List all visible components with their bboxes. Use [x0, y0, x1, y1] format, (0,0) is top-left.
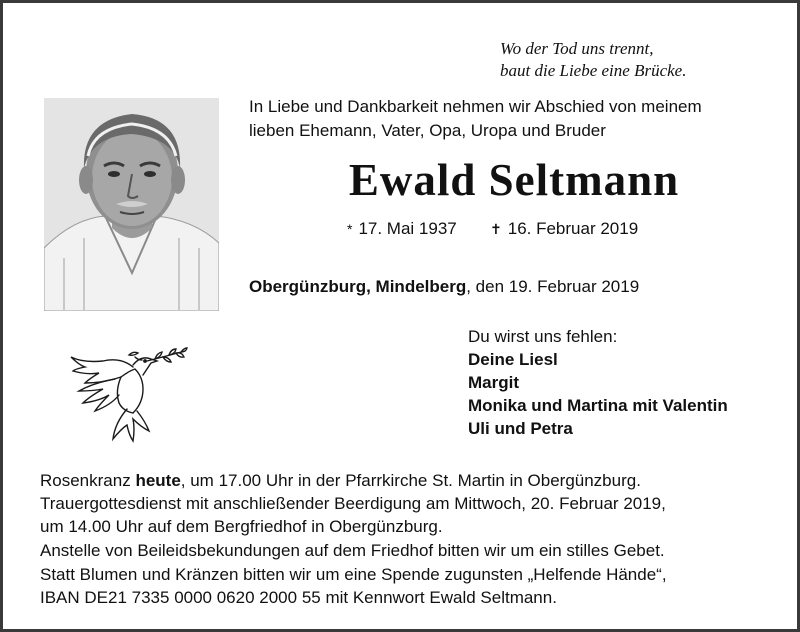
condolence-request-line: Anstelle von Beileidsbekundungen auf dem Friedhof bitten wir um ein stilles Gebet.	[40, 541, 665, 560]
motto-line-2: baut die Liebe eine Brücke.	[500, 61, 687, 80]
rosary-text-end: , um 17.00 Uhr in der Pfarrkirche St. Martin in Obergünzburg.	[180, 471, 641, 490]
rosary-text-start: Rosenkranz	[40, 471, 136, 490]
intro-line-2: lieben Ehemann, Vater, Opa, Uropa und Bruder	[249, 121, 606, 140]
birth-date	[347, 217, 457, 241]
dove-with-olive-branch-icon	[63, 343, 193, 443]
mourners-heading: Du wirst uns fehlen:	[468, 327, 618, 346]
death-date-text: 16. Februar 2019	[507, 219, 639, 238]
birth-star-icon: *	[347, 221, 353, 237]
notice-date: , den 19. Februar 2019	[466, 277, 640, 296]
mourner-name: Deine Liesl	[468, 350, 558, 369]
funeral-time-line: um 14.00 Uhr auf dem Bergfriedhof in Obergünzburg.	[40, 517, 443, 536]
motto-line-1: Wo der Tod uns trennt,	[500, 39, 654, 58]
deceased-name: Ewald Seltmann	[348, 155, 680, 205]
rosary-line	[40, 469, 770, 492]
mourner-name: Margit	[468, 373, 519, 392]
place-names: Obergünzburg, Mindelberg	[249, 277, 467, 296]
service-information	[40, 469, 770, 609]
birth-date-text: 17. Mai 1937	[358, 219, 457, 238]
funeral-service-line: Trauergottesdienst mit anschließender Beerdigung am Mittwoch, 20. Februar 2019,	[40, 494, 666, 513]
mourner-name: Monika und Martina mit Valentin	[468, 396, 728, 415]
mourner-name: Uli und Petra	[468, 419, 573, 438]
intro-text	[249, 95, 779, 143]
donation-request-line: Statt Blumen und Kränzen bitten wir um eine Spende zugunsten „Helfende Hände“,	[40, 565, 667, 584]
place-and-date	[249, 275, 639, 299]
death-date	[490, 217, 638, 241]
iban-line: IBAN DE21 7335 0000 0620 2000 55 mit Kennwort Ewald Seltmann.	[40, 588, 557, 607]
mourners	[468, 325, 728, 440]
portrait-illustration	[44, 98, 219, 311]
portrait-photo	[44, 98, 219, 311]
dove-drawing	[63, 343, 193, 443]
cross-icon: ✝	[490, 221, 502, 237]
motto	[500, 38, 686, 82]
rosary-today: heute	[135, 471, 181, 490]
intro-line-1: In Liebe und Dankbarkeit nehmen wir Abschied von meinem	[249, 97, 702, 116]
